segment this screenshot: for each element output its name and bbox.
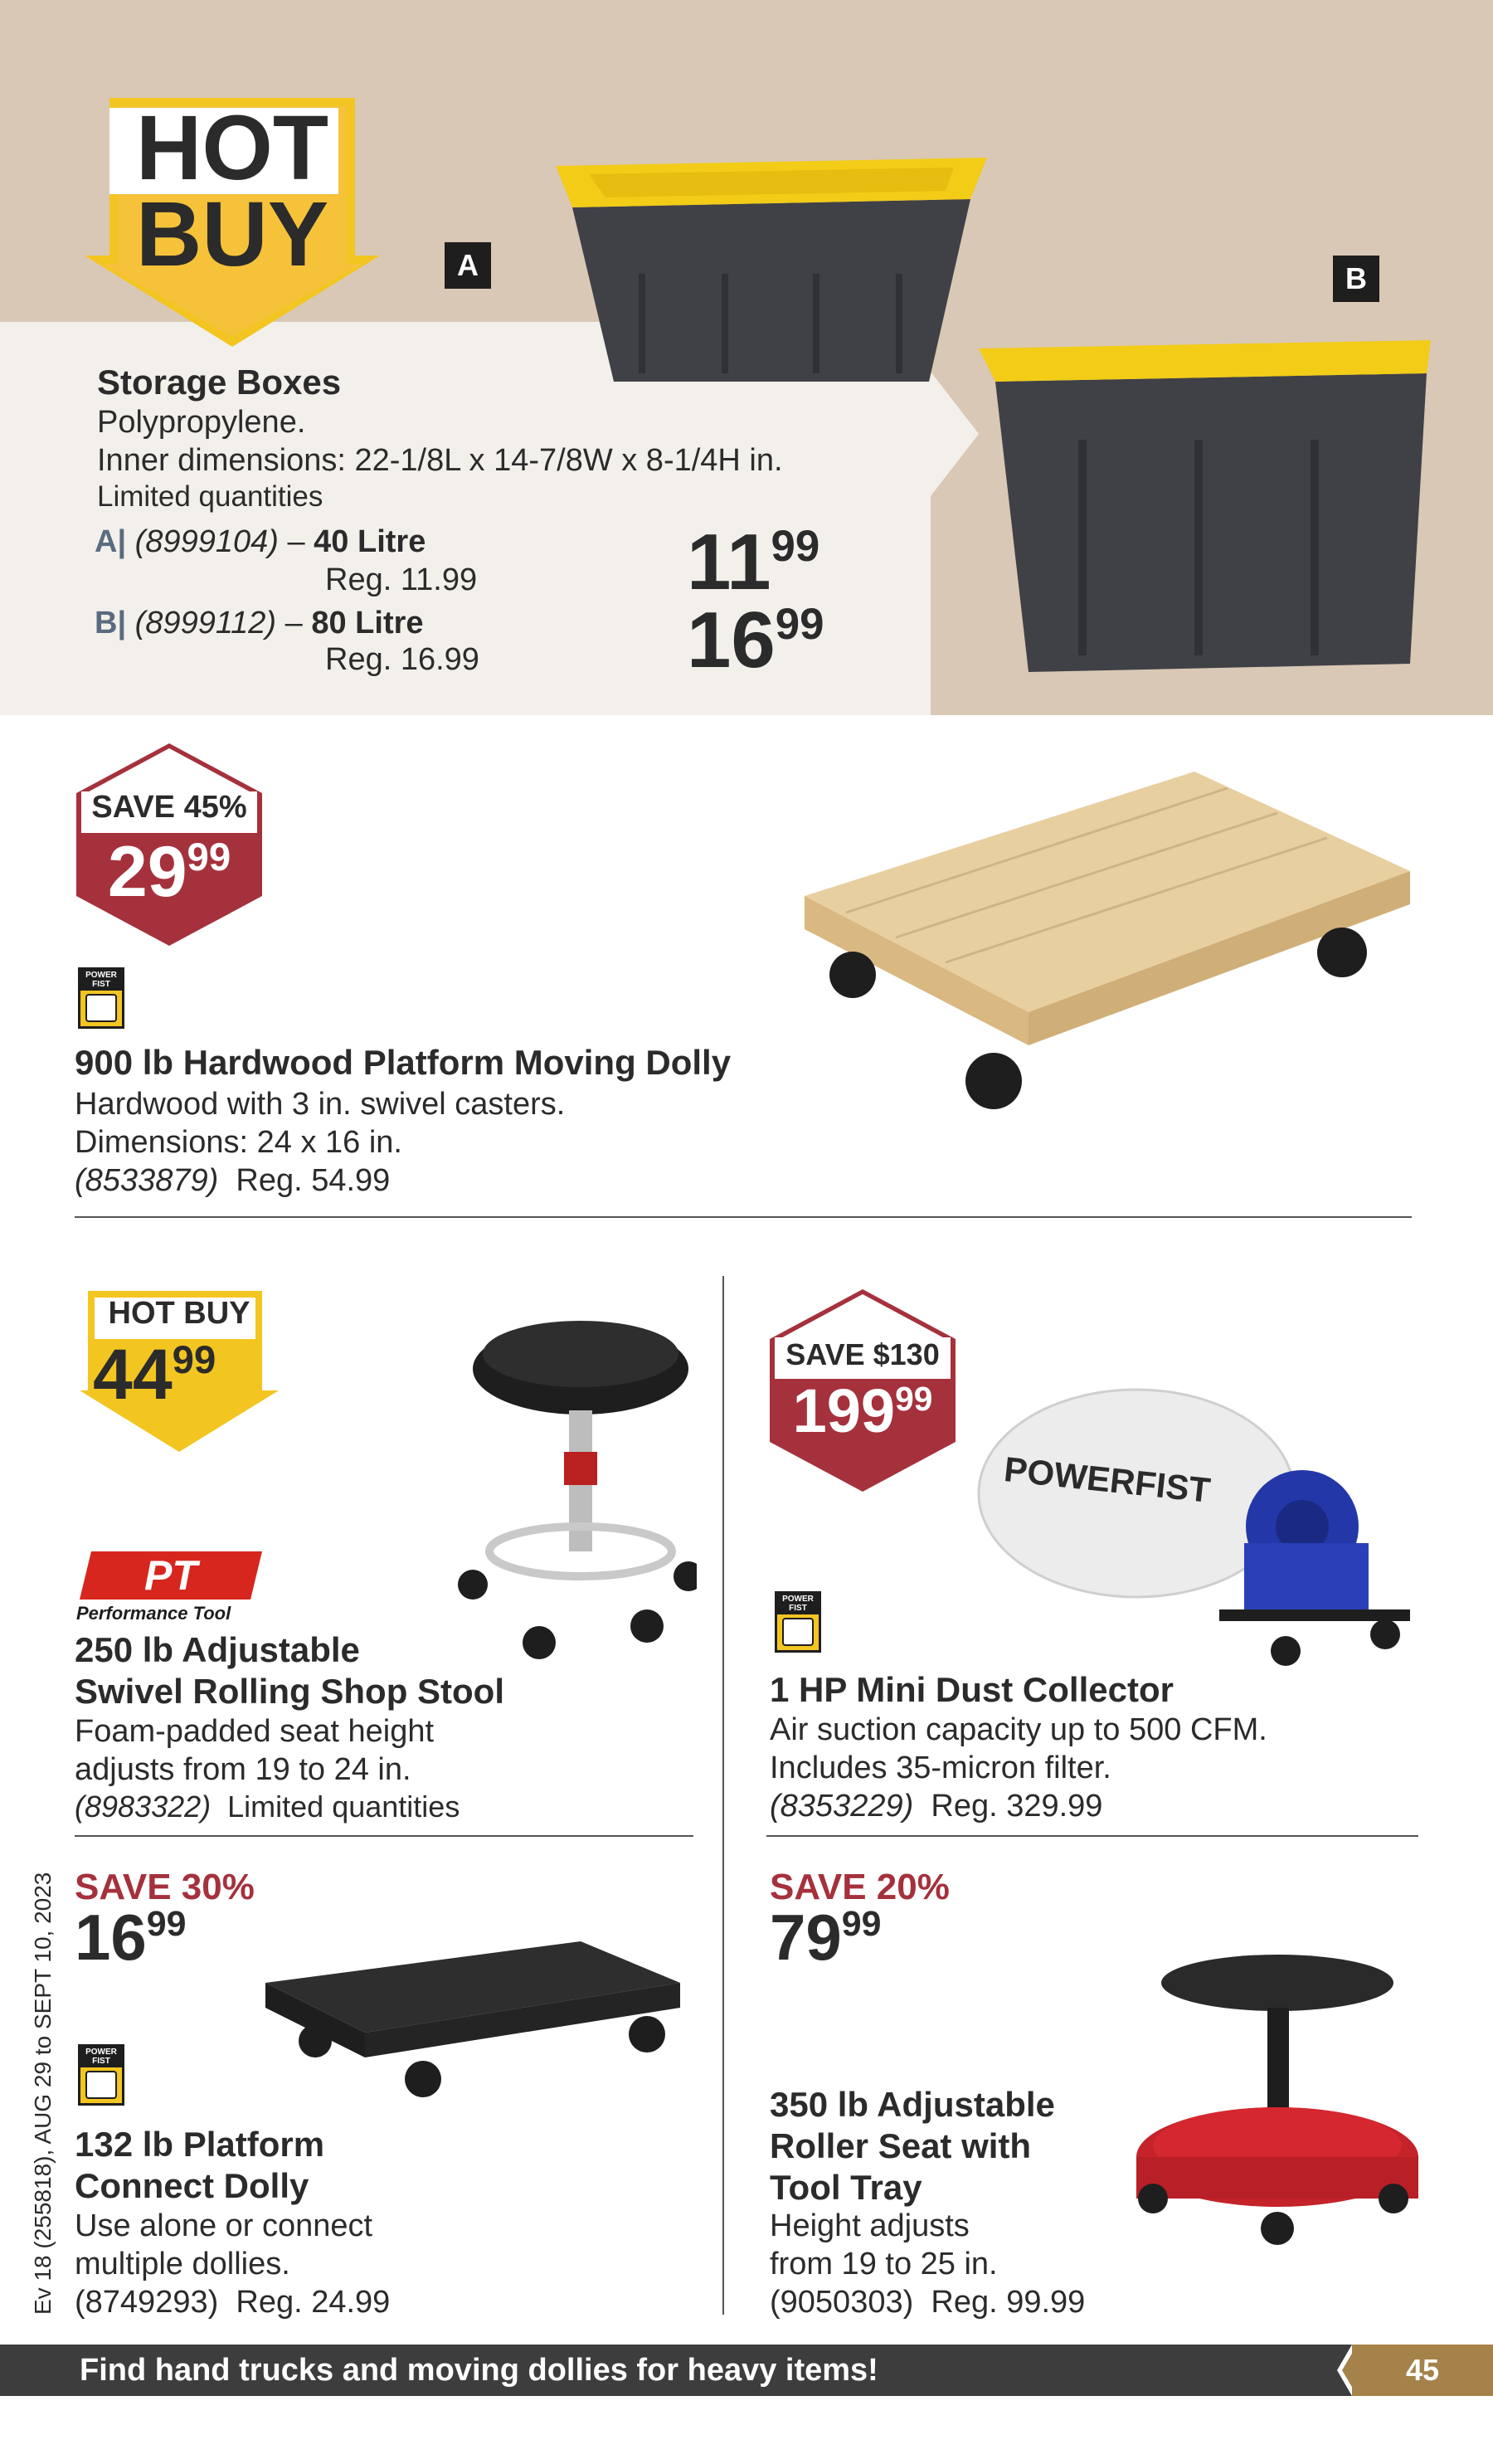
stool-title-2: Swivel Rolling Shop Stool: [75, 1672, 505, 1711]
storage-box-a-badge: A: [445, 242, 491, 289]
dolly132-sku-line: [75, 2283, 390, 2321]
storage-a-size: 40 Litre: [314, 524, 426, 559]
storage-a-reg: Reg. 11.99: [325, 562, 478, 597]
fist-icon: [85, 994, 117, 1022]
dolly132-sku: (8749293): [75, 2285, 219, 2320]
stool-desc-2: adjusts from 19 to 24 in.: [75, 1752, 411, 1787]
stool-title-1: 250 lb Adjustable: [75, 1630, 360, 1669]
storage-b-line: [95, 604, 424, 642]
performance-tool-logo: [80, 1551, 262, 1600]
seat-reg: Reg. 99.99: [931, 2285, 1086, 2320]
storage-b-price: [687, 596, 824, 684]
dolly900-title: 900 lb Hardwood Platform Moving Dolly: [75, 1043, 732, 1082]
dust-reg: Reg. 329.99: [931, 1789, 1103, 1824]
storage-a-sku: (8999104): [134, 524, 279, 559]
power-fist-logo-text: POWER FIST: [80, 970, 122, 991]
pt-logo-text: PT: [144, 1552, 197, 1599]
storage-b-label: B|: [95, 606, 127, 640]
shop-stool-image: [448, 1311, 697, 1676]
dolly132-title-1: 132 lb Platform: [75, 2125, 325, 2164]
stool-price-cents: 99: [172, 1338, 216, 1383]
divider-1: [75, 1216, 1412, 1218]
dolly900-save: SAVE 45%: [91, 790, 247, 825]
edition-dates: Ev 18 (255818), AUG 29 to SEPT 10, 2023: [30, 1872, 56, 2315]
storage-desc-2: Inner dimensions: 22-1/8L x 14-7/8W x 8-1/4H in.: [97, 443, 783, 478]
dolly132-price: [75, 1901, 187, 1974]
seat-save: SAVE 20%: [770, 1867, 950, 1907]
storage-title: Storage Boxes: [97, 363, 342, 402]
dolly900-desc-1: Hardwood with 3 in. swivel casters.: [75, 1087, 566, 1122]
footer-text: Find hand trucks and moving dollies for heavy items!: [80, 2352, 878, 2388]
dolly900-price-cents: 99: [187, 835, 231, 880]
dust-collector-image: [970, 1377, 1435, 1676]
stool-sku: (8983322): [75, 1790, 212, 1824]
seat-price-cents: 99: [841, 1904, 882, 1945]
stool-price: [93, 1335, 216, 1415]
storage-b-dash: –: [284, 606, 303, 640]
storage-b-price-dollars: 16: [687, 596, 776, 684]
storage-b-price-cents: 99: [775, 599, 824, 649]
divider-2-right: [766, 1835, 1418, 1837]
stool-note: Limited quantities: [227, 1790, 460, 1824]
dolly900-reg: Reg. 54.99: [236, 1163, 391, 1198]
performance-tool-text: Performance Tool: [76, 1603, 231, 1624]
dolly132-power-fist-logo: [78, 2044, 124, 2106]
dust-sku-line: [770, 1787, 1102, 1825]
storage-a-price-dollars: 11: [687, 518, 771, 606]
seat-title-3: Tool Tray: [770, 2168, 922, 2207]
storage-box-a-image: [539, 149, 1004, 390]
dolly132-power-fist-logo-text: POWER FIST: [80, 2047, 122, 2067]
seat-desc-2: from 19 to 25 in.: [770, 2247, 998, 2281]
dust-title: 1 HP Mini Dust Collector: [770, 1670, 1174, 1709]
footer-banner: [0, 2345, 1352, 2396]
fist-icon: [85, 2071, 117, 2099]
storage-limited: Limited quantities: [97, 480, 323, 513]
dolly900-desc-2: Dimensions: 24 x 16 in.: [75, 1125, 402, 1160]
dolly132-save: SAVE 30%: [75, 1867, 255, 1907]
dust-price: [770, 1376, 956, 1445]
dolly132-title-2: Connect Dolly: [75, 2166, 309, 2205]
stool-desc-1: Foam-padded seat height: [75, 1714, 435, 1749]
hardwood-dolly-image: [796, 763, 1427, 1112]
storage-b-size: 80 Litre: [311, 606, 424, 640]
dust-sku: (8353229): [770, 1789, 914, 1824]
seat-sku: (9050303): [770, 2285, 914, 2320]
storage-b-sku: (8999112): [134, 606, 277, 640]
seat-price: [770, 1901, 882, 1974]
hot-buy-line1: HOT: [135, 97, 329, 199]
storage-a-label: A|: [95, 524, 127, 559]
storage-a-price-cents: 99: [771, 521, 820, 571]
storage-a-price: [687, 518, 820, 606]
storage-b-reg: Reg. 16.99: [325, 642, 479, 677]
seat-sku-line: [770, 2283, 1085, 2321]
dust-desc-1: Air suction capacity up to 500 CFM.: [770, 1712, 1267, 1747]
dolly900-sku: (8533879): [75, 1163, 219, 1198]
stool-price-dollars: 44: [93, 1335, 173, 1415]
powerfist-bag-text: POWERFIST: [1002, 1449, 1213, 1510]
storage-box-b-badge: B: [1333, 256, 1379, 302]
storage-box-b-image: [979, 332, 1443, 680]
seat-title-2: Roller Seat with: [770, 2126, 1032, 2165]
hot-buy-line2: BUY: [135, 183, 329, 285]
seat-desc-1: Height adjusts: [770, 2208, 970, 2243]
storage-a-dash: –: [287, 524, 305, 559]
dolly132-price-dollars: 16: [75, 1901, 147, 1974]
dust-power-fist-logo: [775, 1591, 821, 1653]
connect-dolly-image: [257, 1933, 688, 2099]
dolly132-reg: Reg. 24.99: [236, 2285, 391, 2320]
dolly900-sku-line: [75, 1161, 390, 1200]
page-number: 45: [1352, 2345, 1493, 2396]
dust-price-cents: 99: [895, 1380, 933, 1419]
fist-icon: [782, 1618, 814, 1646]
dust-price-dollars: 199: [792, 1376, 896, 1445]
dust-power-fist-logo-text: POWER FIST: [777, 1594, 819, 1614]
column-divider: [722, 1276, 724, 2315]
storage-a-line: [95, 523, 426, 561]
divider-2-left: [75, 1835, 693, 1837]
dolly132-desc-2: multiple dollies.: [75, 2247, 290, 2281]
storage-desc-1: Polypropylene.: [97, 405, 306, 440]
dust-save: SAVE $130: [785, 1337, 940, 1371]
stool-sku-line: [75, 1789, 460, 1825]
seat-price-dollars: 79: [770, 1901, 842, 1974]
stool-hot-buy: HOT BUY: [108, 1296, 250, 1331]
power-fist-logo: [78, 967, 124, 1029]
roller-seat-image: [1111, 1950, 1427, 2265]
seat-title-1: 350 lb Adjustable: [770, 2085, 1055, 2124]
dolly132-desc-1: Use alone or connect: [75, 2208, 373, 2243]
dolly132-price-cents: 99: [146, 1904, 187, 1945]
dust-desc-2: Includes 35-micron filter.: [770, 1751, 1111, 1785]
dolly900-price: [76, 832, 262, 912]
dolly900-price-dollars: 29: [107, 832, 187, 912]
